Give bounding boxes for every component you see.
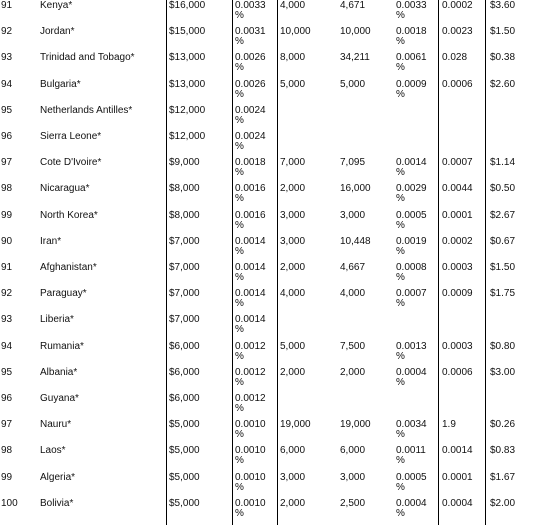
percent-cell: 0.0012 <box>235 340 266 352</box>
column-divider <box>277 0 278 525</box>
table-row <box>0 368 542 395</box>
budget-cell: $5,000 <box>169 419 200 431</box>
percent-unit: % <box>235 324 244 336</box>
rank-cell: 90 <box>1 235 13 247</box>
rank-cell: 98 <box>1 445 13 457</box>
rank-cell: 97 <box>1 157 13 169</box>
country-cell: Paraguay* <box>40 288 87 300</box>
budget-cell: $13,000 <box>169 52 206 64</box>
percent-unit: % <box>235 298 244 310</box>
per-gdp-cell: 0.0001 <box>442 209 473 221</box>
personnel-cell: 3,000 <box>280 209 306 221</box>
per-capita-cell: $0.50 <box>490 183 516 195</box>
total-cell: 3,000 <box>340 209 366 221</box>
country-cell: Cote D'Ivoire* <box>40 157 102 169</box>
personnel-cell: 8,000 <box>280 52 306 64</box>
percent-unit: % <box>235 403 244 414</box>
percent-cell: 0.0010 <box>235 471 266 483</box>
total-cell: 34,211 <box>340 52 370 64</box>
percent-cell: 0.0014 <box>235 235 266 247</box>
table-row <box>0 53 542 80</box>
rank-cell: 95 <box>1 366 13 378</box>
budget-cell: $7,000 <box>169 288 200 300</box>
per-gdp-cell: 1.9 <box>442 419 456 431</box>
ratio-cell: 0.0004 <box>396 497 427 509</box>
per-capita-cell: $2.00 <box>490 497 516 509</box>
table-row <box>0 342 542 369</box>
personnel-cell: 4,000 <box>280 0 306 11</box>
personnel-cell: 2,000 <box>280 262 306 273</box>
total-cell: 19,000 <box>340 419 371 431</box>
ratio-unit: % <box>396 429 405 441</box>
percent-cell: 0.0026 <box>235 78 266 90</box>
rank-cell: 99 <box>1 471 13 483</box>
country-cell: Algeria* <box>40 471 76 483</box>
table-row <box>0 289 542 316</box>
rank-cell: 96 <box>1 131 13 142</box>
per-capita-cell: $3.00 <box>490 366 516 378</box>
table-row <box>0 394 542 421</box>
table-row <box>0 106 542 133</box>
country-cell: Sierra Leone* <box>40 131 102 142</box>
country-cell: Nauru* <box>40 419 72 431</box>
ratio-cell: 0.0013 <box>396 340 427 352</box>
budget-cell: $12,000 <box>169 131 206 142</box>
table-row <box>0 80 542 107</box>
percent-cell: 0.0031 <box>235 26 266 38</box>
country-cell: Trinidad and Tobago* <box>40 52 135 64</box>
ratio-cell: 0.0011 <box>396 445 426 457</box>
budget-cell: $6,000 <box>169 366 200 378</box>
personnel-cell: 7,000 <box>280 157 306 169</box>
ratio-unit: % <box>396 88 405 100</box>
per-gdp-cell: 0.0006 <box>442 366 473 378</box>
per-capita-cell: $2.67 <box>490 209 516 221</box>
ratio-cell: 0.0034 <box>396 419 427 431</box>
ratio-unit: % <box>396 376 405 388</box>
per-capita-cell: $1.14 <box>490 157 516 169</box>
percent-cell: 0.0024 <box>235 131 266 142</box>
personnel-cell: 19,000 <box>280 419 311 431</box>
percent-unit: % <box>235 429 244 441</box>
total-cell: 16,000 <box>340 183 371 195</box>
ratio-unit: % <box>396 62 405 74</box>
total-cell: 2,000 <box>340 366 366 378</box>
table-row <box>0 473 542 500</box>
percent-cell: 0.0016 <box>235 209 266 221</box>
ratio-unit: % <box>396 167 405 179</box>
personnel-cell: 4,000 <box>280 288 306 300</box>
percent-unit: % <box>235 350 244 362</box>
rank-cell: 96 <box>1 393 13 404</box>
country-cell: Netherlands Antilles* <box>40 104 133 116</box>
rank-cell: 92 <box>1 26 13 38</box>
column-divider <box>232 0 233 525</box>
ratio-cell: 0.0014 <box>396 157 427 169</box>
ratio-unit: % <box>396 36 405 48</box>
column-divider <box>166 0 167 525</box>
percent-unit: % <box>235 167 244 179</box>
per-gdp-cell: 0.0002 <box>442 0 473 11</box>
rank-cell: 100 <box>1 497 18 509</box>
personnel-cell: 6,000 <box>280 445 306 457</box>
ratio-unit: % <box>396 455 405 467</box>
ratio-unit: % <box>396 245 405 257</box>
per-capita-cell: $0.83 <box>490 445 516 457</box>
percent-unit: % <box>235 36 244 48</box>
country-cell: Kenya* <box>40 0 73 11</box>
country-cell: Rumania* <box>40 340 84 352</box>
table-row <box>0 132 542 159</box>
ratio-unit: % <box>396 507 405 519</box>
ratio-cell: 0.0033 <box>396 0 427 11</box>
percent-cell: 0.0033 <box>235 0 266 11</box>
ratio-cell: 0.0005 <box>396 471 427 483</box>
percent-unit: % <box>235 455 244 467</box>
per-capita-cell: $0.67 <box>490 235 516 247</box>
personnel-cell: 2,000 <box>280 183 306 195</box>
per-capita-cell: $1.67 <box>490 471 516 483</box>
per-capita-cell: $0.38 <box>490 52 516 64</box>
per-gdp-cell: 0.0009 <box>442 288 473 300</box>
percent-cell: 0.0012 <box>235 366 266 378</box>
ratio-cell: 0.0005 <box>396 209 427 221</box>
per-gdp-cell: 0.0014 <box>442 445 473 457</box>
total-cell: 4,000 <box>340 288 366 300</box>
percent-unit: % <box>235 141 244 152</box>
country-cell: Laos* <box>40 445 66 457</box>
budget-cell: $6,000 <box>169 340 200 352</box>
rank-cell: 91 <box>1 0 13 11</box>
personnel-cell: 10,000 <box>280 26 311 38</box>
percent-unit: % <box>235 272 244 283</box>
table-row <box>0 499 542 526</box>
rank-cell: 99 <box>1 209 13 221</box>
per-capita-cell: $1.50 <box>490 26 516 38</box>
country-cell: Bolivia* <box>40 497 74 509</box>
ratio-cell: 0.0004 <box>396 366 427 378</box>
rank-cell: 91 <box>1 262 13 273</box>
percent-cell: 0.0010 <box>235 497 266 509</box>
per-capita-cell: $1.50 <box>490 262 516 273</box>
total-cell: 4,667 <box>340 262 366 273</box>
table-row <box>0 1 542 28</box>
budget-cell: $7,000 <box>169 262 200 273</box>
percent-unit: % <box>235 88 244 100</box>
total-cell: 10,000 <box>340 26 371 38</box>
percent-cell: 0.0010 <box>235 445 266 457</box>
total-cell: 2,500 <box>340 497 366 509</box>
ratio-cell: 0.0009 <box>396 78 427 90</box>
table-row <box>0 27 542 54</box>
per-capita-cell: $0.26 <box>490 419 516 431</box>
budget-cell: $6,000 <box>169 393 200 404</box>
per-gdp-cell: 0.0001 <box>442 471 473 483</box>
percent-cell: 0.0016 <box>235 183 266 195</box>
per-gdp-cell: 0.0044 <box>442 183 473 195</box>
ratio-cell: 0.0029 <box>396 183 427 195</box>
percent-unit: % <box>235 507 244 519</box>
total-cell: 7,500 <box>340 340 366 352</box>
ratio-unit: % <box>396 272 405 283</box>
rank-cell: 94 <box>1 78 13 90</box>
percent-cell: 0.0024 <box>235 104 266 116</box>
per-gdp-cell: 0.0006 <box>442 78 473 90</box>
country-cell: Bulgaria* <box>40 78 81 90</box>
percent-unit: % <box>235 62 244 74</box>
percent-unit: % <box>235 114 244 126</box>
per-gdp-cell: 0.0003 <box>442 262 473 273</box>
table-row <box>0 315 542 342</box>
personnel-cell: 3,000 <box>280 235 306 247</box>
table-row <box>0 263 542 290</box>
rank-cell: 93 <box>1 314 13 326</box>
percent-cell: 0.0010 <box>235 419 266 431</box>
percent-cell: 0.0014 <box>235 262 266 273</box>
country-cell: North Korea* <box>40 209 98 221</box>
budget-cell: $7,000 <box>169 314 200 326</box>
percent-unit: % <box>235 376 244 388</box>
rank-cell: 93 <box>1 52 13 64</box>
rank-cell: 92 <box>1 288 13 300</box>
budget-cell: $12,000 <box>169 104 206 116</box>
table-row <box>0 237 542 264</box>
budget-cell: $13,000 <box>169 78 206 90</box>
country-cell: Jordan* <box>40 26 75 38</box>
table-row <box>0 211 542 238</box>
ratio-cell: 0.0008 <box>396 262 427 273</box>
percent-cell: 0.0014 <box>235 314 266 326</box>
ratio-unit: % <box>396 10 405 21</box>
percent-cell: 0.0012 <box>235 393 266 404</box>
ratio-unit: % <box>396 481 405 493</box>
country-cell: Nicaragua* <box>40 183 90 195</box>
total-cell: 3,000 <box>340 471 366 483</box>
per-gdp-cell: 0.0002 <box>442 235 473 247</box>
rank-cell: 98 <box>1 183 13 195</box>
rank-cell: 95 <box>1 104 13 116</box>
percent-unit: % <box>235 10 244 21</box>
per-gdp-cell: 0.0023 <box>442 26 473 38</box>
table-row <box>0 446 542 473</box>
country-cell: Afghanistan* <box>40 262 97 273</box>
country-cell: Albania* <box>40 366 78 378</box>
country-cell: Liberia* <box>40 314 74 326</box>
ratio-unit: % <box>396 193 405 205</box>
country-cell: Iran* <box>40 235 62 247</box>
budget-cell: $8,000 <box>169 209 200 221</box>
budget-cell: $5,000 <box>169 445 200 457</box>
per-gdp-cell: 0.0003 <box>442 340 473 352</box>
budget-cell: $15,000 <box>169 26 206 38</box>
table-row <box>0 420 542 447</box>
total-cell: 5,000 <box>340 78 366 90</box>
budget-cell: $9,000 <box>169 157 200 169</box>
total-cell: 7,095 <box>340 157 366 169</box>
per-gdp-cell: 0.0004 <box>442 497 473 509</box>
budget-cell: $8,000 <box>169 183 200 195</box>
ratio-unit: % <box>396 219 405 231</box>
per-capita-cell: $3.60 <box>490 0 516 11</box>
column-divider <box>438 0 439 525</box>
table-row <box>0 184 542 211</box>
total-cell: 4,671 <box>340 0 366 11</box>
table-row <box>0 158 542 185</box>
column-divider <box>485 0 486 525</box>
country-cell: Guyana* <box>40 393 79 404</box>
percent-unit: % <box>235 193 244 205</box>
percent-cell: 0.0014 <box>235 288 266 300</box>
budget-cell: $5,000 <box>169 497 200 509</box>
per-gdp-cell: 0.0007 <box>442 157 473 169</box>
ratio-cell: 0.0018 <box>396 26 427 38</box>
rank-cell: 97 <box>1 419 13 431</box>
personnel-cell: 5,000 <box>280 78 306 90</box>
personnel-cell: 2,000 <box>280 366 306 378</box>
per-capita-cell: $1.75 <box>490 288 516 300</box>
percent-unit: % <box>235 245 244 257</box>
budget-cell: $5,000 <box>169 471 200 483</box>
percent-cell: 0.0026 <box>235 52 266 64</box>
per-capita-cell: $2.60 <box>490 78 516 90</box>
percent-unit: % <box>235 219 244 231</box>
ratio-unit: % <box>396 298 405 310</box>
per-gdp-cell: 0.028 <box>442 52 468 64</box>
budget-cell: $16,000 <box>169 0 206 11</box>
percent-unit: % <box>235 481 244 493</box>
percent-cell: 0.0018 <box>235 157 266 169</box>
personnel-cell: 3,000 <box>280 471 306 483</box>
rank-cell: 94 <box>1 340 13 352</box>
ratio-unit: % <box>396 350 405 362</box>
personnel-cell: 2,000 <box>280 497 306 509</box>
ratio-cell: 0.0019 <box>396 235 427 247</box>
total-cell: 10,448 <box>340 235 371 247</box>
budget-cell: $7,000 <box>169 235 200 247</box>
personnel-cell: 5,000 <box>280 340 306 352</box>
per-capita-cell: $0.80 <box>490 340 516 352</box>
total-cell: 6,000 <box>340 445 366 457</box>
ratio-cell: 0.0061 <box>396 52 427 64</box>
ratio-cell: 0.0007 <box>396 288 427 300</box>
